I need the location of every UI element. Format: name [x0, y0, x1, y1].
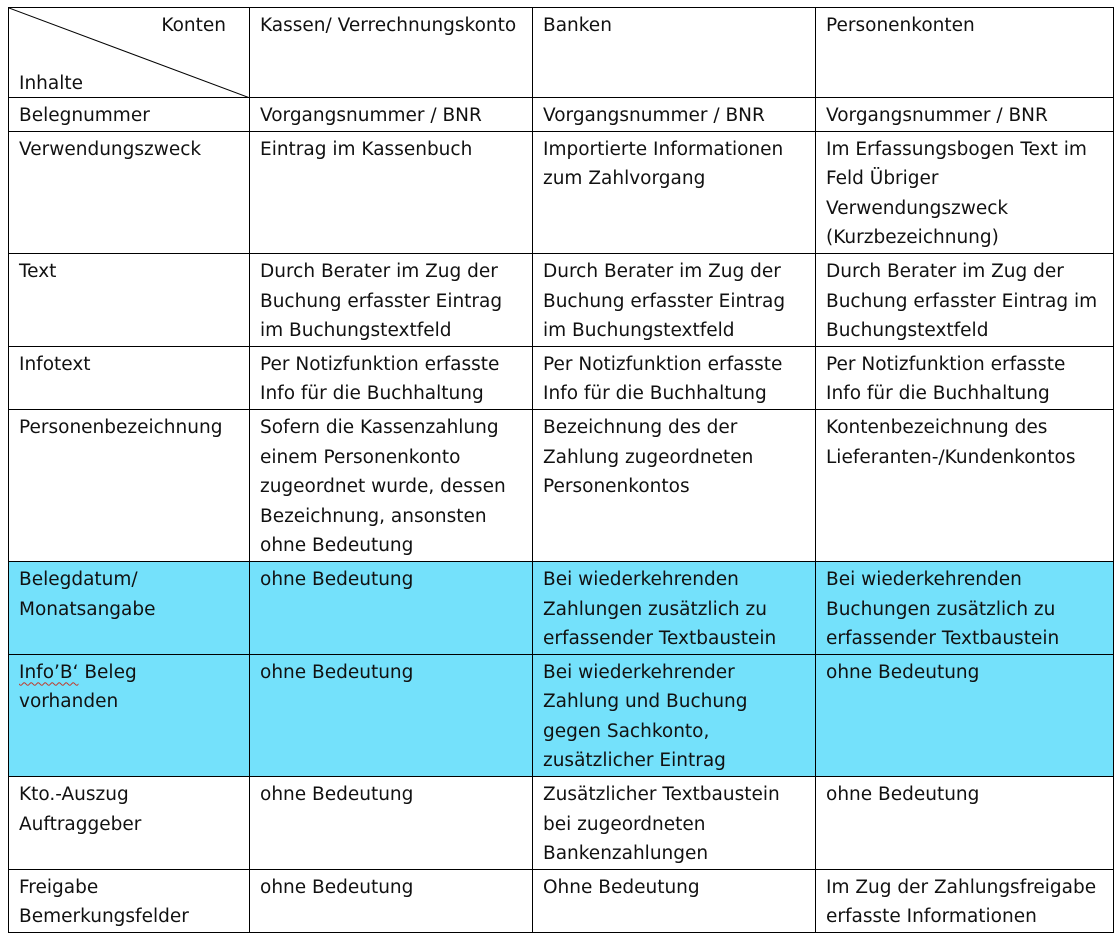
- row-label: Freigabe Bemerkungsfelder: [9, 869, 250, 932]
- table-cell: ohne Bedeutung: [816, 654, 1114, 776]
- table-row: [9, 409, 1114, 561]
- table-cell: Per Notizfunktion erfasste Info für die Buchhaltung: [816, 346, 1114, 409]
- table-cell: Durch Berater im Zug der Buchung erfasster Eintrag im Buchungstextfeld: [533, 253, 816, 346]
- table-cell: Bei wiederkehrender Zahlung und Buchung gegen Sachkonto, zusätzlicher Eintrag: [533, 654, 816, 776]
- column-header-personenkonten: Personenkonten: [816, 8, 1114, 98]
- row-label: Infotext: [9, 346, 250, 409]
- header-row: [9, 8, 1114, 98]
- table-cell: Per Notizfunktion erfasste Info für die Buchhaltung: [250, 346, 533, 409]
- corner-label-konten: Konten: [161, 15, 226, 36]
- table-row-highlighted: [9, 654, 1114, 776]
- table-row-highlighted: [9, 561, 1114, 654]
- table-cell: Ohne Bedeutung: [533, 869, 816, 932]
- corner-label-inhalte: Inhalte: [19, 73, 84, 94]
- table-cell: ohne Bedeutung: [250, 777, 533, 870]
- table-cell: Zusätzlicher Textbaustein bei zugeordneten Bankenzahlungen: [533, 777, 816, 870]
- table-cell: Importierte Informationen zum Zahlvorgang: [533, 131, 816, 253]
- table-cell: Vorgangsnummer / BNR: [250, 98, 533, 132]
- table-row: [9, 98, 1114, 132]
- table-cell: Eintrag im Kassenbuch: [250, 131, 533, 253]
- table-cell: ohne Bedeutung: [816, 777, 1114, 870]
- column-header-banken: Banken: [533, 8, 816, 98]
- row-label: Personenbezeichnung: [9, 409, 250, 561]
- table-cell: Im Zug der Zahlungsfreigabe erfasste Informationen: [816, 869, 1114, 932]
- row-label: Text: [9, 253, 250, 346]
- table-row: [9, 253, 1114, 346]
- row-label: Verwendungszweck: [9, 131, 250, 253]
- table-cell: Bezeichnung des der Zahlung zugeordneten Personenkontos: [533, 409, 816, 561]
- table-cell: Durch Berater im Zug der Buchung erfasster Eintrag im Buchungstextfeld: [816, 253, 1114, 346]
- spellcheck-word: Info’B‘: [19, 661, 79, 683]
- table-row: [9, 131, 1114, 253]
- table-cell: Vorgangsnummer / BNR: [816, 98, 1114, 132]
- table-cell: ohne Bedeutung: [250, 561, 533, 654]
- table-cell: Bei wiederkehrenden Buchungen zusätzlich zu erfassender Textbaustein: [816, 561, 1114, 654]
- table-cell: ohne Bedeutung: [250, 869, 533, 932]
- row-label: [9, 654, 250, 776]
- table-cell: Per Notizfunktion erfasste Info für die Buchhaltung: [533, 346, 816, 409]
- table-cell: Im Erfassungsbogen Text im Feld Übriger Verwendungszweck (Kurzbezeichnung): [816, 131, 1114, 253]
- content-table: [8, 7, 1114, 933]
- row-label-rest: Beleg vorhanden: [19, 661, 137, 713]
- table-cell: Kontenbezeichnung des Lieferanten-/Kundenkontos: [816, 409, 1114, 561]
- table-row: [9, 777, 1114, 870]
- row-label: Belegnummer: [9, 98, 250, 132]
- row-label: Kto.-Auszug Auftraggeber: [9, 777, 250, 870]
- column-header-kassen: Kassen/ Verrechnungskonto: [250, 8, 533, 98]
- table-cell: Bei wiederkehrenden Zahlungen zusätzlich zu erfassender Textbaustein: [533, 561, 816, 654]
- corner-header-cell: [9, 8, 250, 98]
- table-row: [9, 346, 1114, 409]
- table-cell: Vorgangsnummer / BNR: [533, 98, 816, 132]
- table-cell: ohne Bedeutung: [250, 654, 533, 776]
- row-label: Belegdatum/ Monatsangabe: [9, 561, 250, 654]
- table-cell: Durch Berater im Zug der Buchung erfasster Eintrag im Buchungstextfeld: [250, 253, 533, 346]
- table-cell: Sofern die Kassenzahlung einem Personenkonto zugeordnet wurde, dessen Bezeichnung, ansonsten ohne Bedeutung: [250, 409, 533, 561]
